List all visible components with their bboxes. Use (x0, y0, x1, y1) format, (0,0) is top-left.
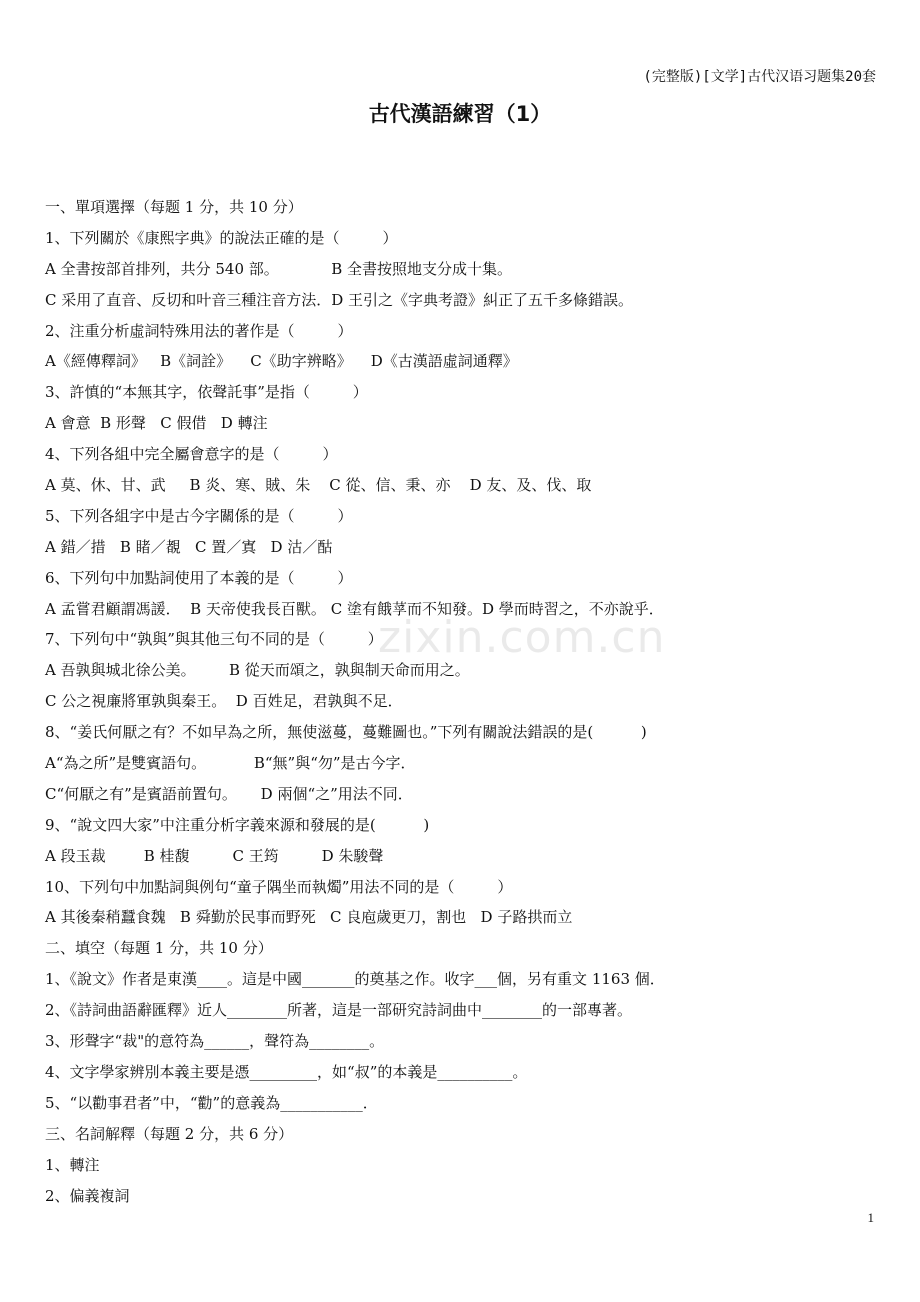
fill-in-question: 3、形聲字“裁"的意符為______，聲符為________。 (45, 1032, 385, 1051)
section-heading-terms: 三、名詞解釋（每題 2 分，共 6 分） (45, 1124, 294, 1143)
option-line: A 全書按部首排列，共分 540 部。 B 全書按照地支分成十集。 (45, 259, 513, 278)
option-line: A 段玉裁 B 桂馥 C 王筠 D 朱駿聲 (45, 846, 384, 865)
question-line: 5、下列各組字中是古今字關係的是（ ） (45, 506, 353, 525)
question-line: 7、下列句中“孰與”與其他三句不同的是（ ） (45, 630, 383, 649)
option-line: A“為之所”是雙賓語句。 B“無”與“勿”是古今字． (45, 754, 416, 773)
fill-in-question: 4、文字學家辨別本義主要是憑_________，如“叔”的本義是__________。 (45, 1062, 528, 1081)
exercise-body (45, 192, 885, 1211)
option-line: A 會意 B 形聲 C 假借 D 轉注 (45, 414, 268, 433)
option-line: A 其後秦稍蠶食魏 B 舜勤於民事而野死 C 良庖歲更刀，割也 D 子路拱而立 (45, 908, 573, 927)
option-line: A 孟嘗君顧謂馮諼． B 天帝使我長百獸。 C 塗有餓莩而不知發。D 學而時習之，不亦說乎． (45, 599, 664, 618)
question-line: 6、下列句中加點詞使用了本義的是（ ） (45, 568, 353, 587)
question-line: 4、下列各組中完全屬會意字的是（ ） (45, 445, 338, 464)
option-line: C 采用了直音、反切和叶音三種注音方法．D 王引之《字典考證》糾正了五千多條錯誤。 (45, 290, 634, 309)
section-heading-choice: 一、單項選擇（每题 1 分，共 10 分） (45, 198, 303, 216)
page-title: 古代漢語練習（1） (368, 102, 552, 126)
section-heading-fill-in: 二、填空（每題 1 分，共 10 分） (45, 939, 273, 958)
option-line: C“何厭之有”是賓語前置句。 D 兩個“之”用法不同． (45, 784, 413, 803)
question-line: 10、下列句中加點詞與例句“童子隅坐而執燭”用法不同的是（ ） (45, 877, 513, 896)
question-line: 1、下列關於《康熙字典》的說法正確的是（ ） (45, 228, 398, 247)
question-line: 2、注重分析虛詞特殊用法的著作是（ ） (45, 321, 353, 340)
fill-in-question: 1、《說文》作者是東漢____。這是中國_______的奠基之作。收字___個，另有重文 1163 個． (45, 970, 665, 989)
option-line: A 莫、休、甘、武 B 炎、寒、賊、朱 C 從、信、秉、亦 D 友、及、伐、取 (45, 476, 592, 495)
question-line: 8、“姜氏何厭之有？不如早為之所，無使滋蔓，蔓難圖也。”下列有關說法錯誤的是( ) (45, 723, 647, 742)
option-line: C 公之視廉將軍孰與秦王。 D 百姓足，君孰與不足． (45, 692, 403, 711)
option-line: A 錯／措 B 睹／覩 C 置／寘 D 沽／酤 (45, 537, 333, 556)
option-line: A《經傳釋詞》 B《詞詮》 C《助字辨略》 D《古漢語虛詞通釋》 (45, 352, 518, 371)
term-item: 1、轉注 (45, 1155, 100, 1174)
term-item: 2、偏義複詞 (45, 1186, 130, 1205)
page-number: 1 (867, 1210, 874, 1225)
header-note: (完整版)[文学]古代汉语习题集20套 (643, 69, 876, 85)
question-line: 3、許慎的“本無其字，依聲託事”是指（ ） (45, 383, 368, 402)
watermark: zixin.com.cn (378, 612, 666, 663)
question-line: 9、“說文四大家”中注重分析字義來源和發展的是( ) (45, 815, 430, 834)
fill-in-question: 5、“以勸事君者”中，“勸”的意義為___________． (45, 1093, 378, 1112)
fill-in-question: 2、《詩詞曲語辭匯釋》近人________所著，這是一部研究詩詞曲中________的一部專著。 (45, 1001, 633, 1020)
option-line: A 吾孰與城北徐公美。 B 從天而頌之，孰與制天命而用之。 (45, 661, 470, 680)
